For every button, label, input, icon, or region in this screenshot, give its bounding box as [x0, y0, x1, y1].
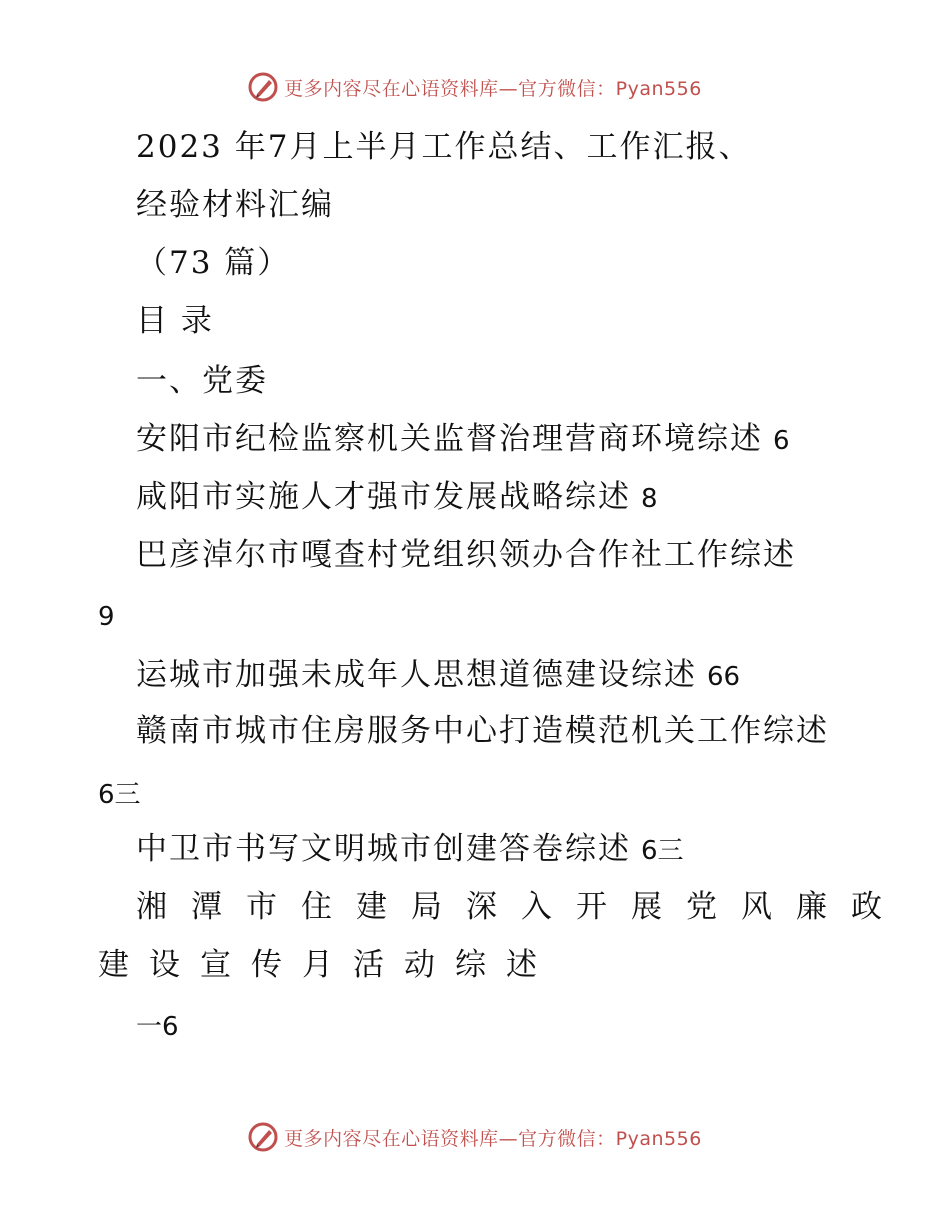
pen-logo-icon [248, 1122, 278, 1152]
toc-entry-page: 6 [773, 426, 790, 456]
document-count: （73 篇） [136, 245, 291, 281]
footer-watermark-banner [0, 1122, 950, 1152]
document-title-line1: 2023 年7月上半月工作总结、工作汇报、 [136, 129, 752, 165]
toc-heading: 目 录 [136, 303, 214, 339]
section-heading-party: 一、党委 [136, 363, 268, 399]
toc-entry-page: 6三 [641, 836, 684, 866]
toc-entry-page: 一6 [136, 1012, 179, 1042]
toc-entry-title: 运城市加强未成年人思想道德建设综述 [136, 657, 697, 693]
document-title-line2: 经验材料汇编 [136, 187, 334, 223]
toc-entry [136, 829, 684, 871]
toc-entry-title-line1: 湘潭市住建局深入开展党风廉政 [136, 889, 906, 925]
toc-entry-title-line2: 建设宣传月活动综述 [98, 947, 557, 983]
toc-entry [136, 477, 658, 519]
toc-entry-title: 中卫市书写文明城市创建答卷综述 [136, 831, 631, 867]
pen-logo-icon [248, 72, 278, 102]
toc-entry-title: 咸阳市实施人才强市发展战略综述 [136, 479, 631, 515]
toc-entry-title: 安阳市纪检监察机关监督治理营商环境综述 [136, 421, 763, 457]
toc-entry [136, 655, 740, 697]
banner-text: 更多内容尽在心语资料库—官方微信：Pyan556 [284, 1127, 702, 1150]
header-watermark-banner [0, 72, 950, 102]
toc-entry-page: 9 [98, 602, 115, 632]
toc-entry-page: 8 [641, 484, 658, 514]
banner-text: 更多内容尽在心语资料库—官方微信：Pyan556 [284, 77, 702, 100]
toc-entry-page: 66 [707, 662, 741, 692]
toc-entry [136, 419, 790, 461]
toc-entry-title: 赣南市城市住房服务中心打造模范机关工作综述 [136, 713, 829, 749]
toc-entry-title: 巴彦淖尔市嘎查村党组织领办合作社工作综述 [136, 537, 796, 573]
toc-entry-page: 6三 [98, 780, 141, 810]
